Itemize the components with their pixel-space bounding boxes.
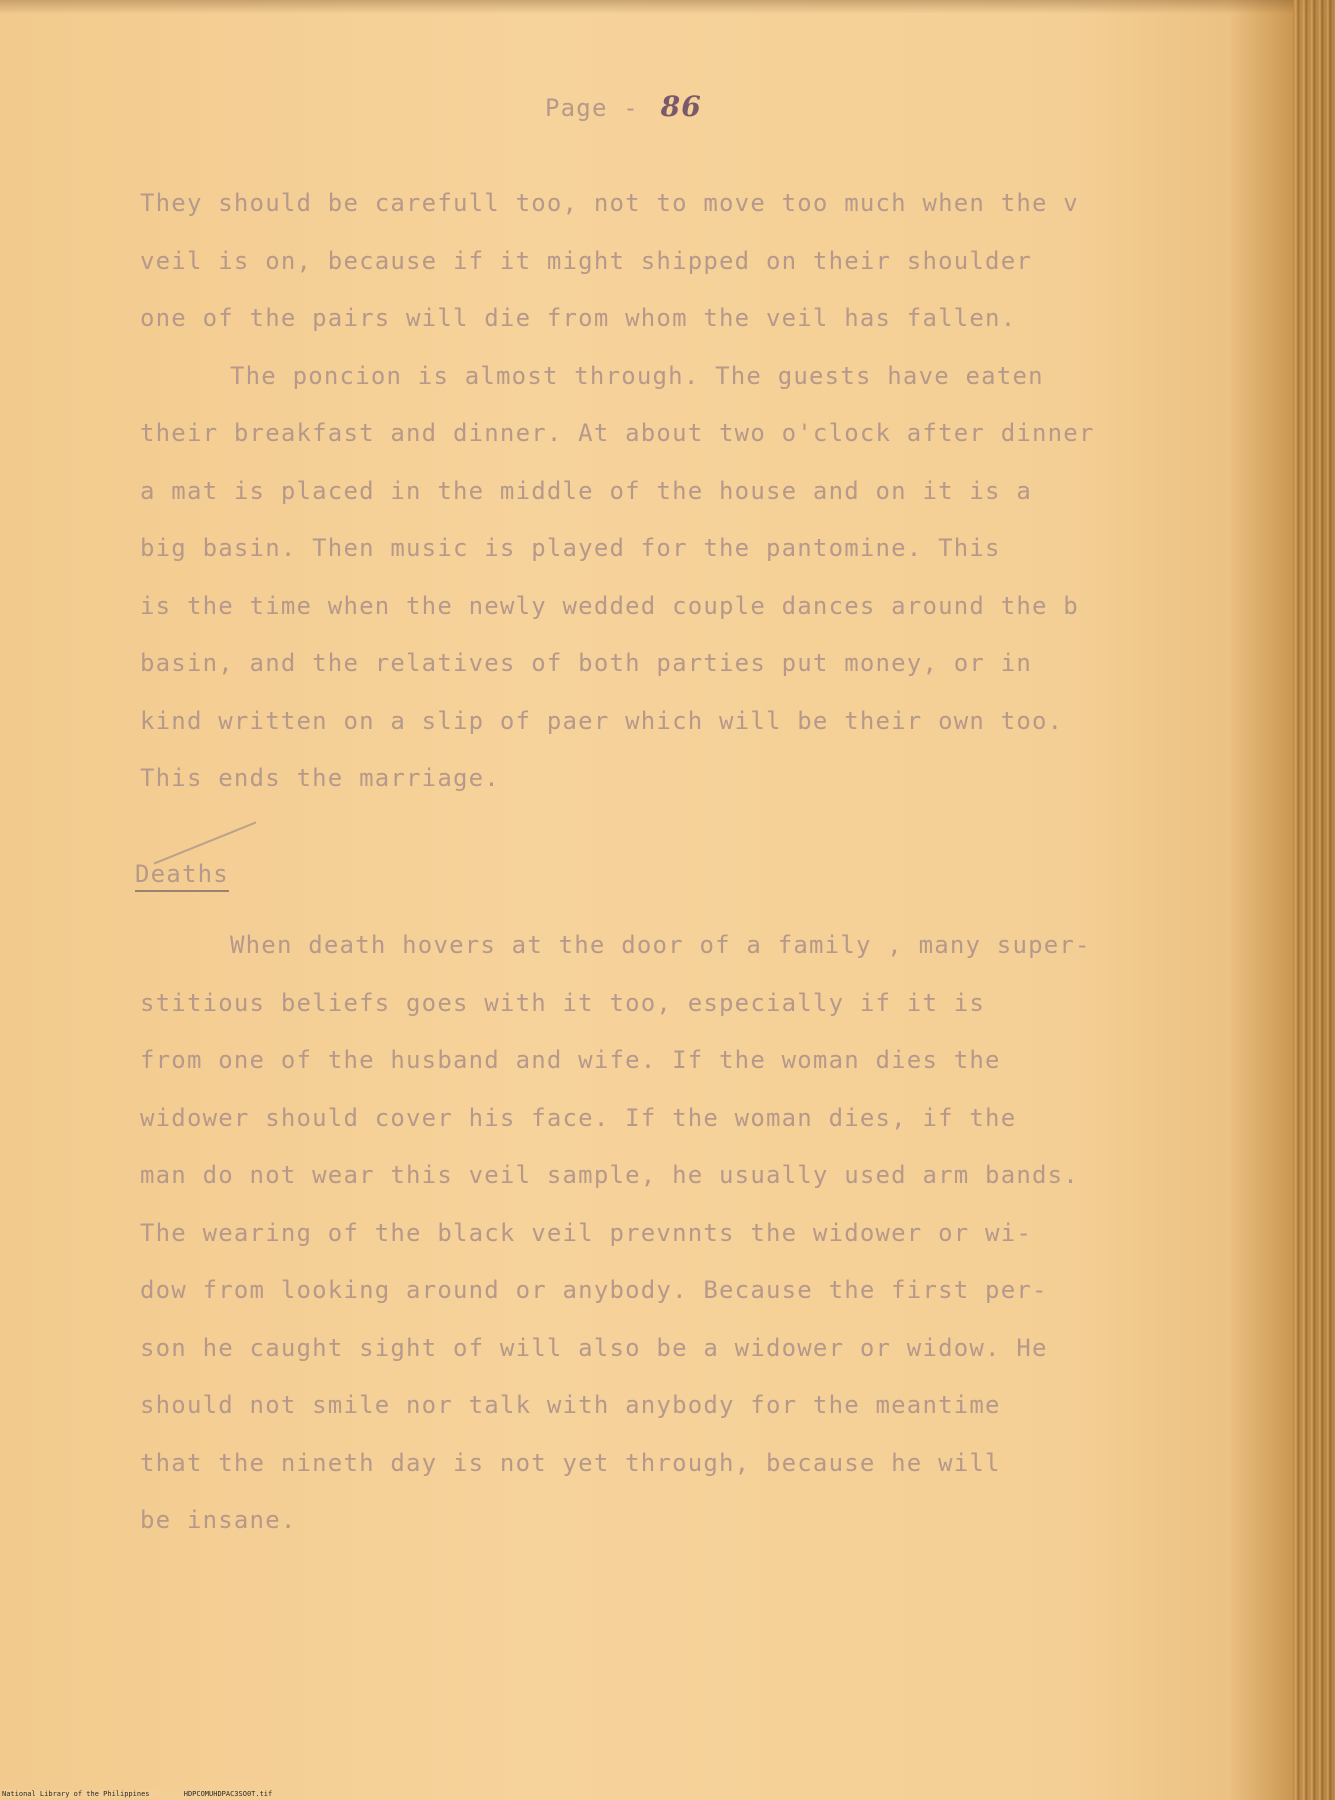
page-top-shadow <box>0 0 1335 14</box>
text-line: should not smile nor talk with anybody for the meantime <box>140 1391 1001 1419</box>
text-line: When death hovers at the door of a family , many super- <box>230 931 1091 959</box>
text-line: big basin. Then music is played for the pantomine. This <box>140 534 1001 562</box>
text-line: is the time when the newly wedded couple dances around the b <box>140 591 1079 620</box>
footer-file-id: HDPCOMUHDPAC3SO0T.tif <box>183 1790 273 1798</box>
text-line: The wearing of the black veil prevnnts the widower or wi- <box>140 1218 1033 1247</box>
page-number-label: Page - <box>545 94 639 122</box>
text-line: from one of the husband and wife. If the woman dies the <box>140 1046 1001 1074</box>
text-line: dow from looking around or anybody. Because the first per- <box>140 1276 1048 1304</box>
text-line: that the nineth day is not yet through, because he will <box>140 1448 1001 1477</box>
text-line: stitious beliefs goes with it too, especially if it is <box>140 988 986 1017</box>
page-number-handwritten: 86 <box>660 90 702 123</box>
text-line: kind written on a slip of paer which will be their own too. <box>140 706 1064 735</box>
page-number <box>545 90 702 123</box>
text-line: a mat is placed in the middle of the house and on it is a <box>140 476 1033 505</box>
pencil-mark <box>154 821 257 864</box>
text-line: be insane. <box>140 1506 297 1534</box>
text-line: veil is on, because if it might shipped on their shoulder <box>140 246 1033 275</box>
text-line: This ends the marriage. <box>140 764 500 792</box>
text-line: son he caught sight of will also be a widower or widow. He <box>140 1333 1048 1362</box>
footer-library: National Library of the Philippines <box>2 1790 150 1798</box>
text-line: basin, and the relatives of both parties put money, or in <box>140 649 1033 677</box>
text-line: their breakfast and dinner. At about two o'clock after dinner <box>140 419 1095 447</box>
text-line: The poncion is almost through. The guests have eaten <box>230 361 1044 390</box>
deaths-section <box>140 917 1200 1550</box>
text-line: one of the pairs will die from whom the veil has fallen. <box>140 304 1017 332</box>
text-line: They should be carefull too, not to move too much when the v <box>140 189 1079 217</box>
text-line: widower should cover his face. If the woman dies, if the <box>140 1103 1017 1132</box>
scan-footer <box>2 1790 302 1798</box>
text-line: man do not wear this veil sample, he usually used arm bands. <box>140 1161 1079 1189</box>
deaths-heading <box>135 860 229 888</box>
marriage-section <box>140 175 1200 808</box>
deaths-heading-text: Deaths <box>135 860 229 892</box>
book-page-edge <box>1293 0 1335 1800</box>
